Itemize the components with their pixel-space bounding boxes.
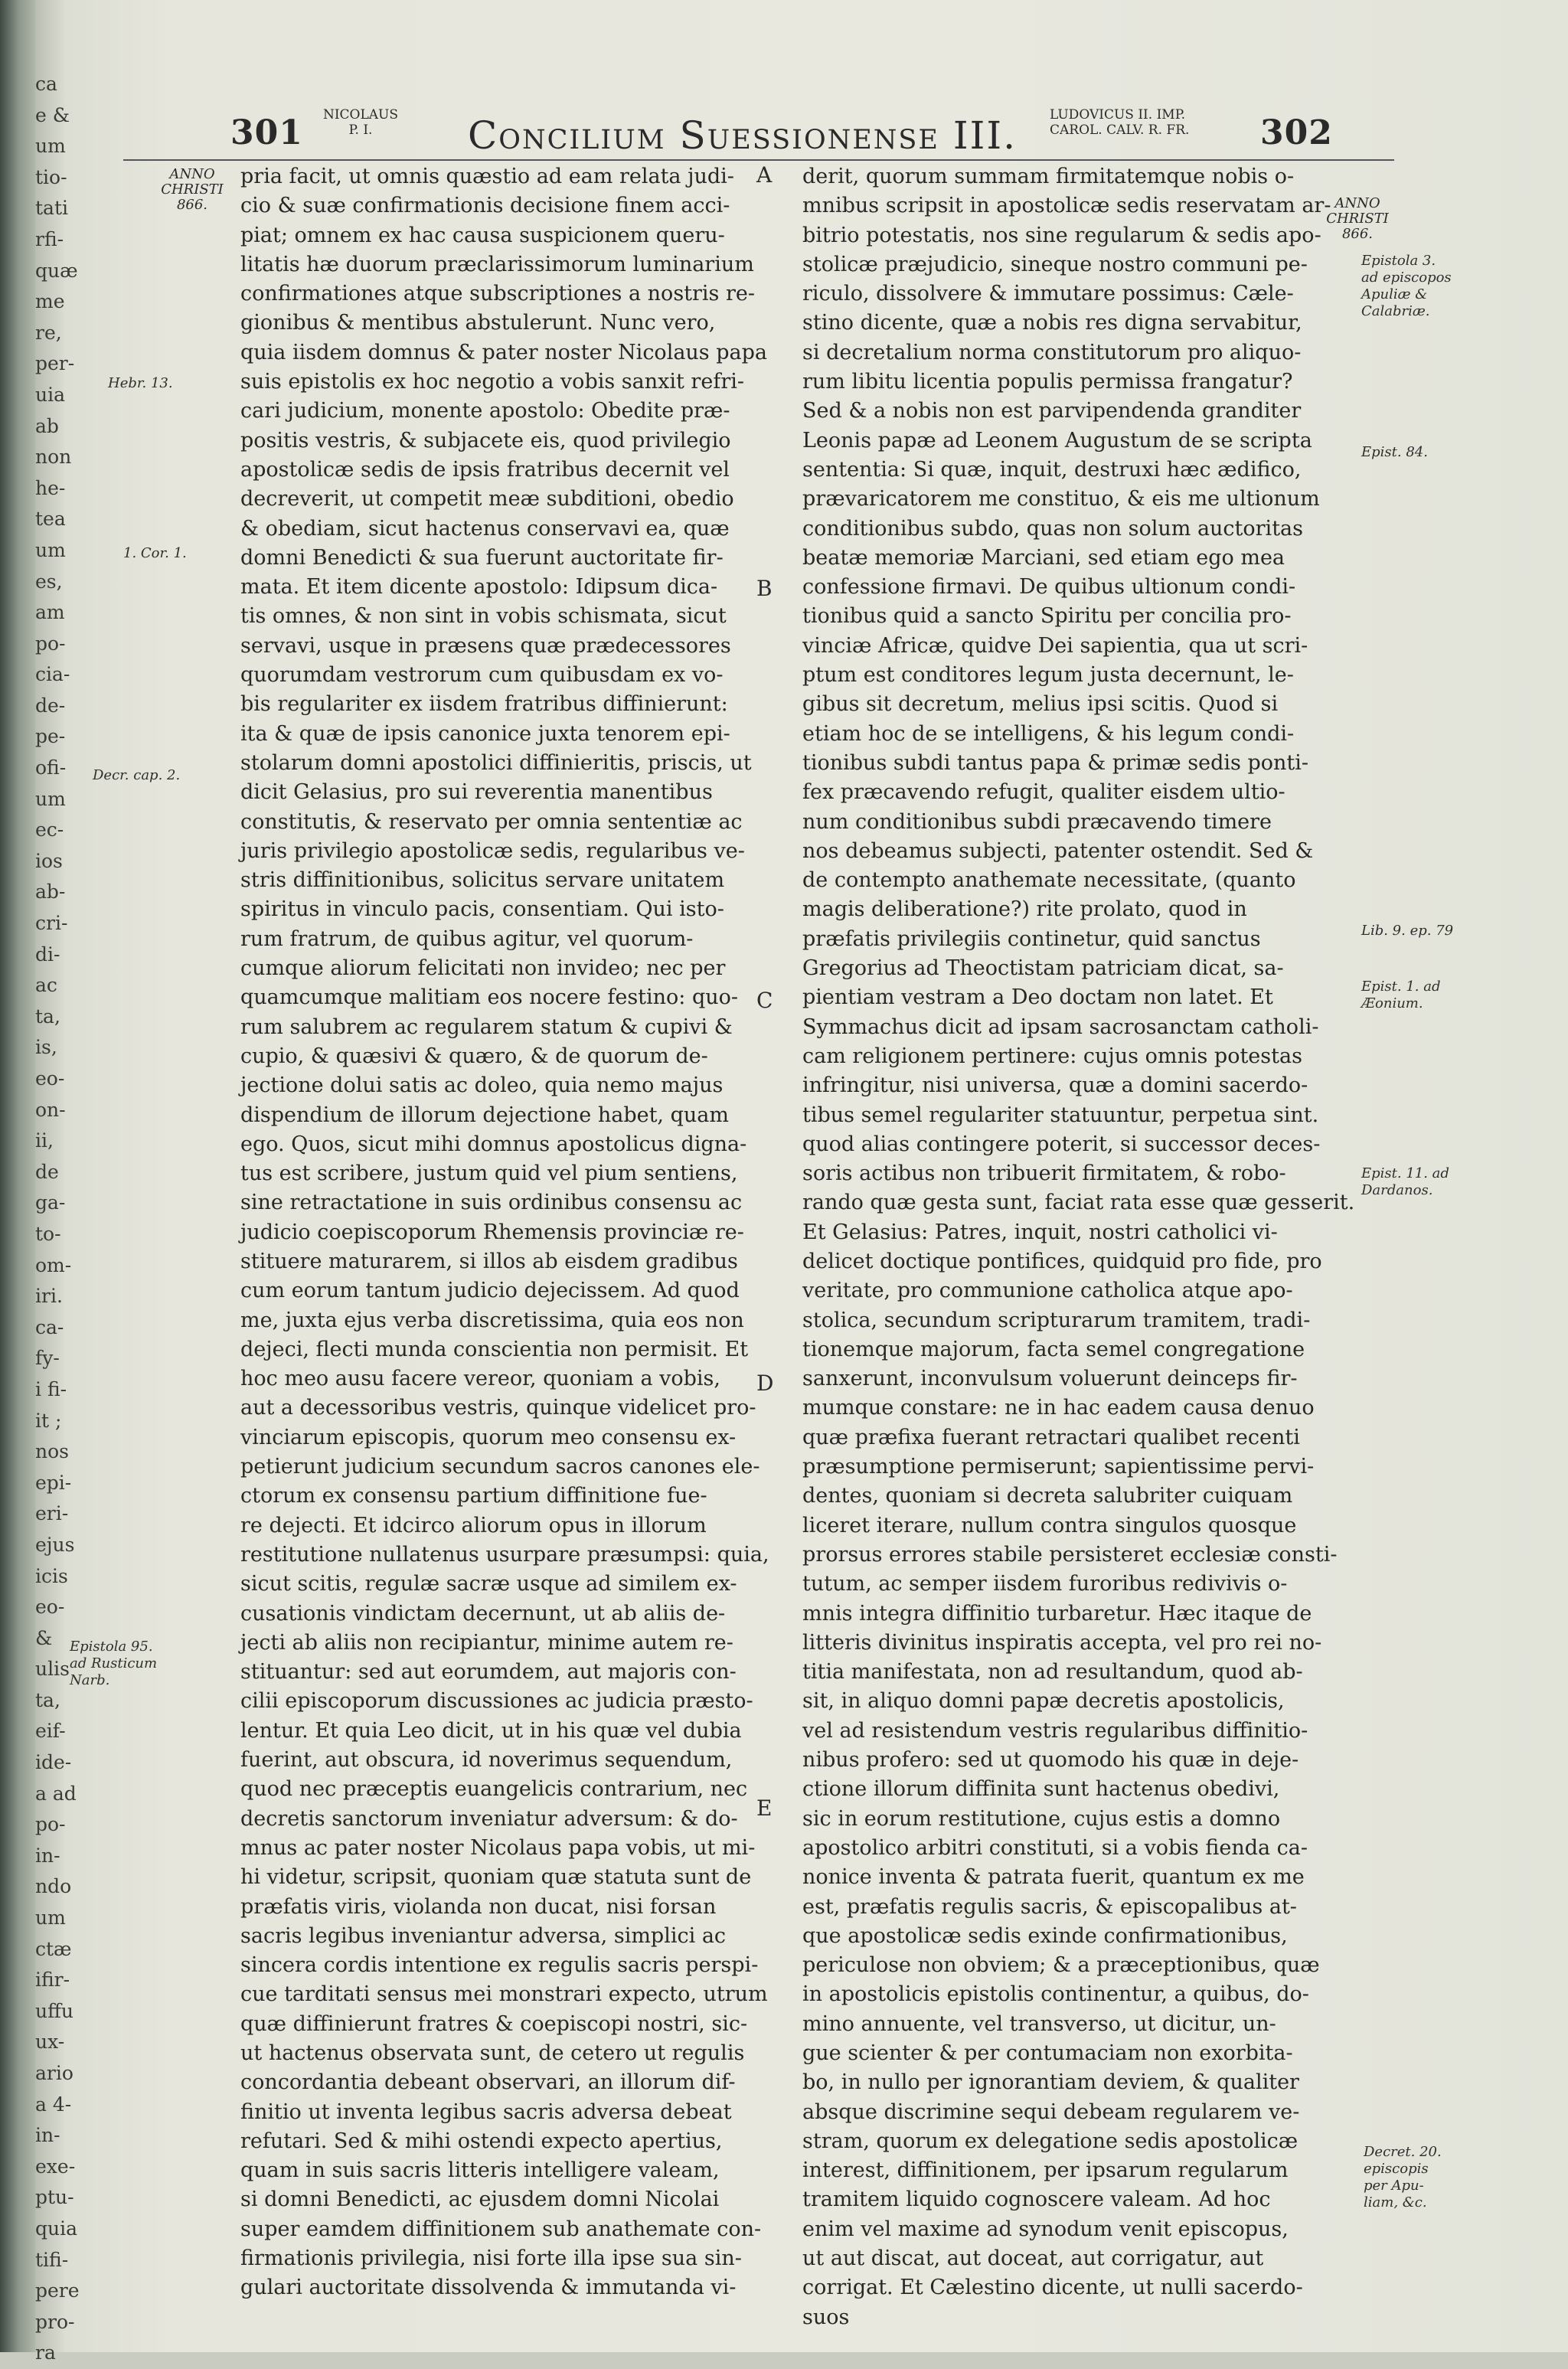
text-line: magis deliberatione?) rite prolato, quod in: [802, 897, 1247, 922]
text-line: bis regulariter ex iisdem fratribus diffinierunt:: [240, 692, 728, 717]
note-line: Æonium.: [1361, 995, 1423, 1011]
margin-fragment: icis: [35, 1564, 68, 1587]
margin-fragment: pro-: [35, 2310, 75, 2333]
margin-fragment: e &: [35, 103, 70, 126]
margin-fragment: in-: [35, 1844, 60, 1867]
margin-fragment: quæ: [35, 259, 78, 282]
text-line: sacris legibus inveniantur adversa, simplici ac: [240, 1923, 727, 1948]
runner-left-line: NICOLAUS: [322, 107, 399, 123]
margin-fragment: ptu-: [35, 2186, 74, 2209]
text-line: prorsus errores stabile persisteret ecclesiæ consti-: [802, 1542, 1338, 1567]
runner-left-line: P. I.: [348, 123, 373, 138]
text-line: quia iisdem domnus & pater noster Nicolaus papa: [240, 340, 768, 364]
margin-fragment: uia: [35, 383, 66, 406]
text-line: titia manifestata, non ad resultandum, quod ab-: [802, 1660, 1303, 1684]
note-line: per Apu-: [1364, 2178, 1424, 2194]
text-line: cio & suæ confirmationis decisione finem acci-: [240, 194, 730, 218]
text-column-right: [802, 162, 1355, 2332]
text-line: ctione illorum diffinita sunt hactenus obedivi,: [802, 1777, 1280, 1802]
text-line: gibus sit decretum, melius ipsi scitis. Quod si: [802, 692, 1279, 717]
text-line: cam religionem pertinere: cujus omnis potestas: [802, 1044, 1302, 1068]
text-line: tionibus quid a sancto Spiritu per concilia pro-: [802, 604, 1292, 629]
text-line: Et Gelasius: Patres, inquit, nostri catholici vi-: [802, 1220, 1278, 1244]
margin-fragment: fy-: [35, 1347, 60, 1370]
text-line: ut aut discat, aut doceat, aut corrigatur, aut: [802, 2246, 1264, 2271]
text-line: re dejecti. Et idcirco aliorum opus in illorum: [240, 1513, 707, 1537]
margin-fragment: a ad: [35, 1782, 77, 1805]
margin-fragment: &: [35, 1626, 53, 1649]
text-line: & obediam, sicut hactenus conservavi ea, quæ: [240, 516, 730, 541]
text-line: petierunt judicium secundum sacros canones ele-: [240, 1455, 760, 1479]
text-line: ptum est conditores legum justa decernunt, le-: [802, 663, 1294, 688]
marginal-note-right: [1361, 444, 1514, 461]
margin-fragment: po-: [35, 1813, 66, 1836]
marginal-note-left: [93, 767, 230, 784]
text-line: est, præfatis regulis sacris, & episcopalibus at-: [802, 1894, 1297, 1919]
text-line: jectione dolui satis ac doleo, quia nemo majus: [240, 1073, 724, 1098]
note-line: Narb.: [70, 1672, 110, 1688]
text-line: periculose non obviem; & a præceptionibus, quæ: [802, 1953, 1320, 1978]
text-line: mnus ac pater noster Nicolaus papa vobis, ut mi-: [240, 1835, 756, 1860]
text-line: judicio coepiscoporum Rhemensis provinciæ re-: [240, 1220, 744, 1244]
text-line: cari judicium, monente apostolo: Obedite præ-: [240, 399, 730, 423]
margin-fragment: iri.: [35, 1285, 63, 1308]
margin-fragment: i fi-: [35, 1377, 67, 1400]
text-line: bitrio potestatis, nos sine regularum & sedis apo-: [802, 223, 1321, 247]
text-line: concordantia debeant observari, an illorum dif-: [240, 2070, 736, 2095]
text-line: conditionibus subdo, quas non solum auctoritas: [802, 516, 1303, 541]
marginal-note-left: [70, 1639, 223, 1689]
text-line: Leonis papæ ad Leonem Augustum de se scripta: [802, 428, 1312, 453]
text-line: restitutione nullatenus usurpare præsumpsi: quia,: [240, 1542, 769, 1567]
text-line: jecti ab aliis non recipiantur, minime autem re-: [240, 1630, 733, 1655]
margin-fragment: ofi-: [35, 756, 67, 779]
margin-fragment: cri-: [35, 912, 68, 935]
text-line: stris diffinitionibus, solicitus servare unitatem: [240, 868, 725, 893]
margin-fragment: de-: [35, 694, 66, 717]
margin-fragment: ta,: [35, 1688, 60, 1711]
margin-fragment: eri-: [35, 1502, 69, 1525]
text-line: corrigat. Et Cælestino dicente, ut nulli sacerdo-: [802, 2276, 1303, 2300]
text-line: stituantur: sed aut eorumdem, aut majoris con-: [240, 1660, 737, 1684]
text-line: refutari. Sed & mihi ostendi expecto apertius,: [240, 2129, 723, 2153]
text-line: riculo, dissolvere & immutare possimus: Cæle-: [802, 282, 1294, 306]
text-line: cupio, & quæsivi & quæro, & de quorum de-: [240, 1044, 708, 1068]
year-note-line: 866.: [176, 197, 208, 213]
text-line: vel ad resistendum vestris regularibus diffinitio-: [802, 1718, 1308, 1743]
margin-fragment: me: [35, 290, 65, 313]
margin-fragment: eo-: [35, 1596, 65, 1619]
text-line: dejeci, flecti munda conscientia non permisit. Et: [240, 1337, 749, 1361]
year-note-line: ANNO: [1334, 195, 1380, 211]
note-line: Calabriæ.: [1361, 303, 1430, 319]
note-line: episcopis: [1364, 2161, 1429, 2177]
text-line: gue scienter & per contumaciam non exorbita-: [802, 2041, 1293, 2065]
text-line: super eamdem diffinitionem sub anathemate con-: [240, 2217, 762, 2241]
text-line: veritate, pro communione catholica atque apo-: [802, 1279, 1293, 1303]
text-line: pria facit, ut omnis quæstio ad eam relata judi-: [240, 165, 734, 188]
text-line: tus est scribere, justum quid vel pium sentiens,: [240, 1162, 738, 1186]
text-line: delicet doctique pontifices, quidquid pro fide, pro: [802, 1249, 1322, 1273]
margin-fragment: epi-: [35, 1471, 72, 1494]
text-line: apostolico arbitri constituti, si a vobis fienda ca-: [802, 1835, 1308, 1860]
margin-fragment: exe-: [35, 2155, 76, 2178]
margin-fragment: eo-: [35, 1067, 65, 1090]
note-line: liam, &c.: [1364, 2194, 1427, 2211]
text-line: constitutis, & reservato per omnia sententiæ ac: [240, 809, 743, 834]
section-letter: E: [756, 1796, 773, 1821]
text-line: cilii episcoporum discussiones ac judicia præsto-: [240, 1689, 753, 1714]
text-line: litteris divinitus inspiratis accepta, vel pro rei no-: [802, 1630, 1322, 1655]
runner-left: [322, 107, 399, 138]
marginal-note-right: [1361, 979, 1514, 1012]
text-line: sic in eorum restitutione, cujus estis a domno: [802, 1806, 1281, 1831]
text-line: quæ præfixa fuerant retractari qualibet recenti: [802, 1425, 1300, 1449]
margin-fragment: ga-: [35, 1191, 66, 1214]
note-line: ad episcopos: [1361, 270, 1452, 286]
text-line: ut hactenus observata sunt, de cetero ut regulis: [240, 2041, 745, 2065]
text-line: vinciarum episcopis, quorum meo consensu ex-: [240, 1425, 737, 1449]
margin-fragment: a 4-: [35, 2093, 72, 2116]
margin-fragment: quia: [35, 2217, 78, 2240]
text-line: mata. Et item dicente apostolo: Idipsum dica-: [240, 575, 718, 600]
margin-fragment: he-: [35, 476, 66, 499]
text-line: liceret iterare, nullum contra singulos quosque: [802, 1513, 1297, 1537]
year-note-line: CHRISTI: [161, 181, 224, 198]
text-line: litatis hæ duorum præclarissimorum luminarium: [240, 252, 754, 276]
text-line: suis epistolis ex hoc negotio a vobis sanxit refri-: [240, 370, 744, 394]
text-line: decretis sanctorum inveniatur adversum: & do-: [240, 1806, 738, 1831]
text-line: sit, in aliquo domni papæ decretis apostolicis,: [802, 1689, 1285, 1714]
text-line: lentur. Et quia Leo dicit, ut in his quæ vel dubia: [240, 1718, 742, 1743]
margin-fragment: ifir-: [35, 1969, 70, 1992]
margin-fragment: ec-: [35, 819, 64, 841]
header-rule: [123, 159, 1394, 161]
text-line: bo, in nullo per ignorantiam deviem, & qualiter: [802, 2070, 1299, 2095]
note-line: Epist. 84.: [1361, 444, 1428, 460]
note-line: Decr. cap. 2.: [93, 767, 181, 783]
text-line: ita & quæ de ipsis canonice juxta tenorem epi-: [240, 721, 730, 746]
text-line: tionemque majorum, facta semel congregatione: [802, 1337, 1305, 1361]
text-line: rum fratrum, de quibus agitur, vel quorum-: [240, 926, 694, 951]
margin-fragment: it ;: [35, 1409, 62, 1432]
year-note-line: ANNO: [169, 166, 215, 182]
note-line: Epistola 95.: [70, 1639, 153, 1655]
margin-fragment: uffu: [35, 1999, 74, 2022]
text-line: mnibus scripsit in apostolicæ sedis reservatam ar-: [802, 194, 1331, 218]
margin-fragment: ejus: [35, 1533, 75, 1556]
margin-fragment: cia-: [35, 663, 70, 686]
page-title: Concilium Suessionense III.: [468, 113, 1018, 158]
year-note-line: CHRISTI: [1326, 211, 1389, 227]
margin-fragment: pe-: [35, 725, 66, 748]
text-line: tutum, ac semper iisdem furoribus redivivis o-: [802, 1572, 1288, 1596]
text-line: fex præcavendo refugit, qualiter eisdem ultio-: [802, 780, 1285, 805]
text-line: gionibus & mentibus abstulerunt. Nunc vero,: [240, 311, 716, 335]
text-line: quam in suis sacris litteris intelligere valeam,: [240, 2158, 720, 2183]
text-line: beatæ memoriæ Marciani, sed etiam ego mea: [802, 545, 1285, 570]
runner-right: [1050, 107, 1203, 138]
text-line: Gregorius ad Theoctistam patriciam dicat, sa-: [802, 956, 1284, 981]
margin-fragment: ab: [35, 414, 59, 437]
text-line: apostolicæ sedis de ipsis fratribus decernit vel: [240, 457, 730, 482]
text-line: pientiam vestram a Deo doctam non latet. Et: [802, 985, 1273, 1010]
text-line: si decretalium norma constitutorum pro aliquo-: [802, 340, 1302, 364]
text-line: hi videtur, scripsit, quoniam quæ statuta sunt de: [240, 1865, 752, 1890]
margin-fragment: non: [35, 446, 72, 469]
text-line: de contempto anathemate necessitate, (quanto: [802, 868, 1296, 893]
text-line: quod nec præceptis euangelicis contrarium, nec: [240, 1777, 748, 1802]
marginal-note-right: [1364, 2144, 1517, 2211]
margin-fragment: um: [35, 135, 66, 158]
text-line: dispendium de illorum dejectione habet, quam: [240, 1103, 729, 1127]
text-line: num conditionibus subdi præcavendo timere: [802, 809, 1272, 834]
note-line: Epist. 11. ad: [1361, 1165, 1449, 1181]
margin-fragment: pere: [35, 2279, 80, 2302]
text-line: cusationis vindictam decernunt, ut ab aliis de-: [240, 1601, 726, 1626]
text-line: rum libitu licentia populis permissa frangatur?: [802, 370, 1293, 394]
margin-fragment: nos: [35, 1440, 69, 1463]
marginal-note-left: [123, 545, 238, 562]
margin-fragment: es,: [35, 570, 63, 593]
margin-fragment: om-: [35, 1253, 72, 1276]
text-line: soris actibus non tribuerit firmitatem, & robo-: [802, 1162, 1286, 1186]
year-note-left: [150, 167, 234, 213]
margin-fragment: ac: [35, 974, 57, 997]
text-line: quod alias contingere poterit, si successor deces-: [802, 1132, 1321, 1156]
text-line: confessione firmavi. De quibus ultionum condi-: [802, 575, 1296, 600]
text-line: cumque aliorum felicitati non invideo; nec per: [240, 956, 726, 981]
text-line: sicut scitis, regulæ sacræ usque ad similem ex-: [240, 1572, 737, 1596]
text-line: Symmachus dicit ad ipsam sacrosanctam catholi-: [802, 1015, 1319, 1039]
text-line: mnis integra diffinitio turbaretur. Hæc itaque de: [802, 1601, 1312, 1626]
text-line: servavi, usque in præsens quæ prædecessores: [240, 633, 731, 658]
margin-fragment: um: [35, 538, 66, 561]
text-line: que apostolicæ sedis exinde confirmationibus,: [802, 1923, 1288, 1948]
year-note-line: 866.: [1341, 226, 1374, 242]
section-letter: B: [756, 576, 773, 601]
text-line: mino annuente, vel transverso, ut dicitur, un-: [802, 2011, 1276, 2036]
text-line: rum salubrem ac regularem statum & cupivi &: [240, 1015, 733, 1039]
page-number-right: 302: [1260, 113, 1333, 152]
margin-fragment: ux-: [35, 2031, 65, 2054]
text-line: domni Benedicti & sua fuerunt auctoritate fir-: [240, 545, 724, 570]
text-line: infringitur, nisi universa, quæ a domini sacerdo-: [802, 1073, 1308, 1098]
text-line: ego. Quos, sicut mihi domnus apostolicus digna-: [240, 1132, 747, 1156]
text-line: ctorum ex consensu partium diffinitione fue-: [240, 1484, 707, 1508]
margin-fragment: eif-: [35, 1720, 66, 1743]
text-line: sincera cordis intentione ex regulis sacris perspi-: [240, 1953, 759, 1978]
note-line: Lib. 9. ep. 79: [1361, 923, 1454, 939]
marginal-note-right: [1361, 1165, 1514, 1199]
text-line: juris privilegio apostolicæ sedis, regularibus ve-: [240, 838, 745, 863]
note-line: 1. Cor. 1.: [123, 545, 187, 561]
runner-right-line: LUDOVICUS II. IMP.: [1050, 107, 1186, 123]
margin-fragment: tati: [35, 197, 68, 220]
text-line: stolica, secundum scripturarum tramitem, tradi-: [802, 1308, 1311, 1332]
text-line: stram, quorum ex delegatione sedis apostolicæ: [802, 2129, 1298, 2153]
text-line: tibus semel regulariter statuuntur, perpetua sint.: [802, 1103, 1319, 1127]
text-line: quorumdam vestrorum cum quibusdam ex vo-: [240, 663, 724, 688]
text-line: præfatis privilegiis continetur, quid sanctus: [802, 926, 1261, 951]
text-line: firmationis privilegia, nisi forte illa ipse sua sin-: [240, 2246, 742, 2271]
text-line: confirmationes atque subscriptiones a nostris re-: [240, 282, 756, 306]
margin-fragment: de: [35, 1160, 59, 1183]
margin-fragment: ta,: [35, 1005, 60, 1028]
text-line: quæ diffinierunt fratres & coepiscopi nostri, sic-: [240, 2011, 748, 2036]
margin-fragment: um: [35, 1907, 66, 1930]
text-line: quamcumque malitiam eos nocere festino: quo-: [240, 985, 739, 1010]
text-line: nibus profero: sed ut quomodo his quæ in deje-: [802, 1748, 1299, 1773]
margin-fragment: ario: [35, 2062, 74, 2084]
text-line: stolarum domni apostolici diffinieritis, priscis, ut: [240, 750, 752, 775]
text-line: stituere maturarem, si illos ab eisdem gradibus: [240, 1249, 738, 1273]
margin-fragment: tifi-: [35, 2248, 69, 2271]
section-letter: A: [756, 162, 773, 188]
margin-fragment: ulis: [35, 1658, 70, 1681]
note-line: Epist. 1. ad: [1361, 979, 1441, 995]
margin-fragment: tea: [35, 508, 66, 531]
margin-fragment: ndo: [35, 1875, 72, 1898]
text-line: piat; omnem ex hac causa suspicionem queru-: [240, 223, 725, 247]
note-line: ad Rusticum: [70, 1655, 158, 1671]
text-line: me, juxta ejus verba discretissima, quia eos non: [240, 1308, 744, 1332]
text-line: sine retractatione in suis ordinibus consensu ac: [240, 1191, 743, 1215]
margin-fragment: ab-: [35, 881, 66, 903]
text-column-left: [240, 162, 769, 2303]
marginal-note-right: [1361, 253, 1514, 320]
margin-fragment: po-: [35, 632, 66, 655]
section-letter: C: [756, 988, 773, 1013]
margin-fragment: ii,: [35, 1129, 54, 1152]
text-line: nos debeamus subjecti, patenter ostendit. Sed &: [802, 838, 1314, 863]
margin-fragment: am: [35, 601, 65, 624]
section-letter: D: [756, 1371, 774, 1396]
text-line: rando quæ gesta sunt, faciat rata esse quæ gesserit.: [802, 1191, 1355, 1215]
text-line: etiam hoc de se intelligens, & his legum condi-: [802, 721, 1295, 746]
text-line: decreverit, ut competit meæ subditioni, obedio: [240, 487, 734, 511]
note-line: Epistola 3.: [1361, 253, 1436, 269]
marginal-note-left: [108, 375, 223, 392]
text-line: nonice inventa & patrata fuerit, quantum ex me: [802, 1865, 1305, 1890]
margin-fragment: ca-: [35, 1315, 64, 1338]
text-line: cum eorum tantum judicio dejecissem. Ad quod: [240, 1279, 740, 1303]
text-line: tis omnes, & non sint in vobis schismata, sicut: [240, 604, 727, 629]
margin-fragment: per-: [35, 352, 75, 375]
text-line: spiritus in vinculo pacis, consentiam. Qui isto-: [240, 897, 724, 922]
text-line: positis vestris, & subjacete eis, quod privilegio: [240, 428, 731, 453]
page-number-left: 301: [230, 113, 303, 152]
margin-fragment: um: [35, 787, 66, 810]
text-line: dicit Gelasius, pro sui reverentia manentibus: [240, 780, 713, 805]
marginal-note-right: [1361, 923, 1514, 939]
text-line: absque discrimine sequi debeam regularem ve-: [802, 2099, 1300, 2124]
text-line: tionibus subdi tantus papa & primæ sedis ponti-: [802, 750, 1308, 775]
previous-page-margin-text: [35, 69, 80, 2364]
text-line: enim vel maxime ad synodum venit episcopus,: [802, 2217, 1289, 2241]
text-line: Sed & a nobis non est parvipendenda granditer: [802, 399, 1302, 423]
text-line: aut a decessoribus vestris, quinque videlicet pro-: [240, 1396, 756, 1420]
text-line: in apostolicis epistolis continentur, a quibus, do-: [802, 1982, 1309, 2007]
note-line: Hebr. 13.: [108, 375, 173, 391]
margin-fragment: ca: [35, 73, 57, 95]
note-line: Decret. 20.: [1364, 2144, 1442, 2160]
text-line: cue tarditati sensus mei monstrari expecto, utrum: [240, 1982, 768, 2007]
text-line: sententia: Si quæ, inquit, destruxi hæc ædifico,: [802, 457, 1302, 482]
text-line: si domni Benedicti, ac ejusdem domni Nicolai: [240, 2188, 720, 2212]
text-line: vinciæ Africæ, quidve Dei sapientia, qua ut scri-: [802, 633, 1308, 658]
text-line: gulari auctoritate dissolvenda & immutanda vi-: [240, 2276, 737, 2300]
text-line: derit, quorum summam firmitatemque nobis o-: [802, 165, 1295, 188]
text-line: suos: [802, 2305, 850, 2329]
margin-fragment: ide-: [35, 1751, 72, 1774]
text-line: stino dicente, quæ a nobis res digna servabitur,: [802, 311, 1302, 335]
text-line: sanxerunt, inconvulsum voluerunt deinceps fir-: [802, 1367, 1298, 1391]
margin-fragment: is,: [35, 1036, 57, 1059]
margin-fragment: ra: [35, 2341, 56, 2364]
margin-fragment: di-: [35, 943, 60, 966]
text-line: stolicæ præjudicio, sineque nostro communi pe-: [802, 252, 1308, 276]
text-line: fuerint, aut obscura, id noverimus sequendum,: [240, 1748, 733, 1773]
text-line: præsumptione permiserunt; sapientissime pervi-: [802, 1455, 1315, 1479]
margin-fragment: ctæ: [35, 1937, 72, 1960]
text-line: interest, diffinitionem, per ipsarum regularum: [802, 2158, 1289, 2183]
margin-fragment: re,: [35, 321, 62, 344]
margin-fragment: to-: [35, 1222, 61, 1245]
text-line: mumque constare: ne in hac eadem causa denuo: [802, 1396, 1315, 1420]
text-line: tramitem liquido cognoscere valeam. Ad hoc: [802, 2188, 1271, 2212]
text-line: dentes, quoniam si decreta salubriter cuiquam: [802, 1484, 1293, 1508]
margin-fragment: rfi-: [35, 227, 64, 250]
text-line: hoc meo ausu facere vereor, quoniam a vobis,: [240, 1367, 720, 1391]
margin-fragment: tio-: [35, 165, 67, 188]
text-line: finitio ut inventa legibus sacris adversa debeat: [240, 2099, 732, 2124]
margin-fragment: ios: [35, 849, 63, 872]
text-line: prævaricatorem me constituo, & eis me ultionum: [802, 487, 1320, 511]
text-line: præfatis viris, violanda non ducat, nisi forsan: [240, 1894, 717, 1919]
note-line: Dardanos.: [1361, 1182, 1433, 1198]
runner-right-line: CAROL. CALV. R. FR.: [1050, 123, 1190, 138]
margin-fragment: in-: [35, 2124, 60, 2147]
note-line: Apuliæ &: [1361, 286, 1428, 302]
book-page: [35, 0, 1568, 2364]
margin-fragment: on-: [35, 1098, 66, 1121]
